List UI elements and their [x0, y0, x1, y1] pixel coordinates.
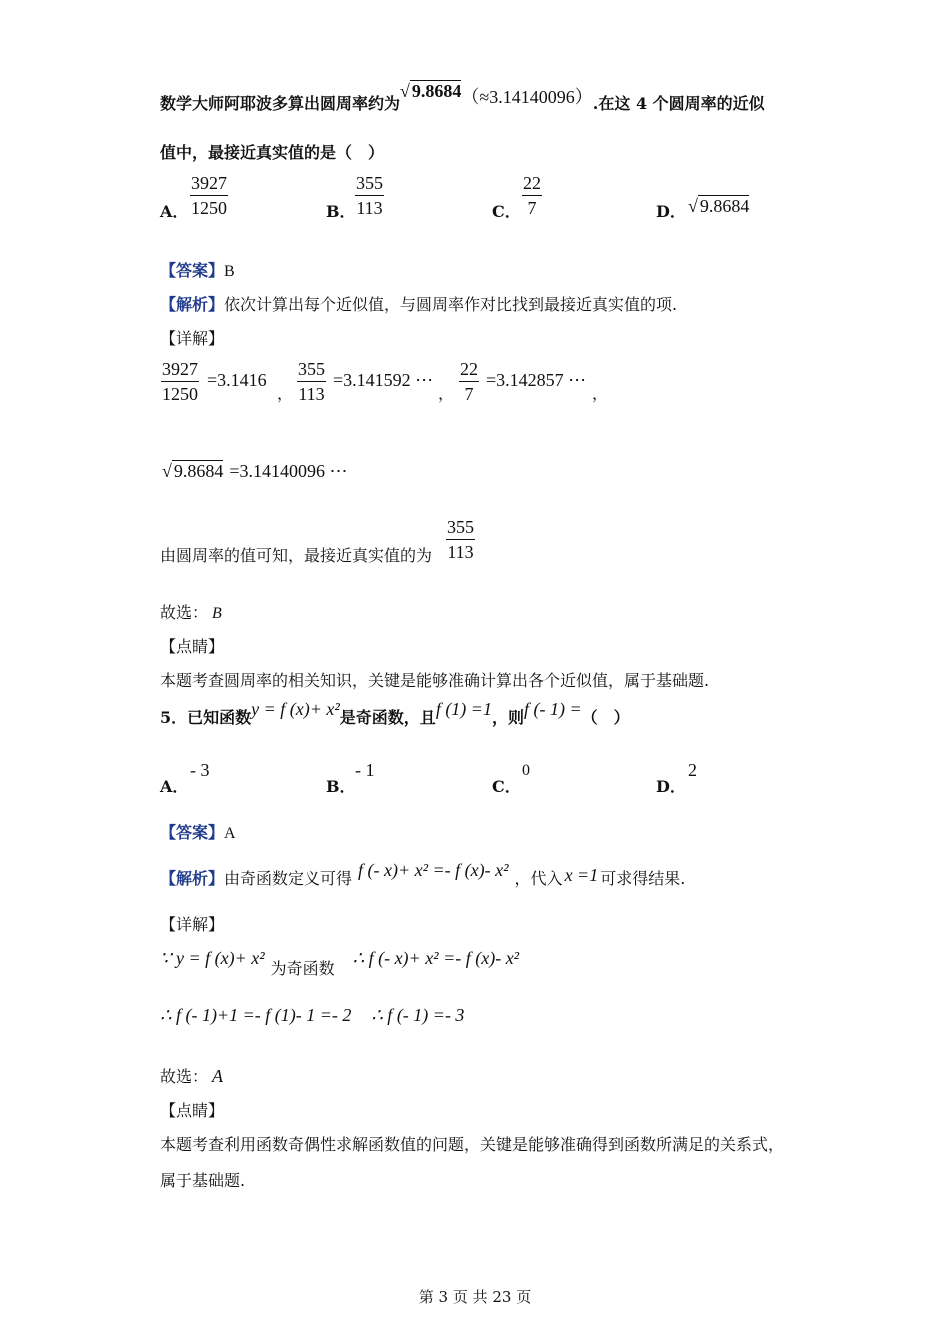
calc-sep-1: ， — [277, 384, 294, 403]
q5-stem-then: ，则 — [491, 708, 524, 727]
step2-a: ∴ f (- 1)+1 =- f (1)- 1 =- 2 — [160, 1005, 352, 1025]
analysis-substitute: x =1 — [564, 865, 599, 885]
analysis-mid: ，代入 — [514, 869, 563, 888]
q4-option-a-fraction: $\frac{3927}{1250}$ — [191, 173, 227, 218]
q4-stem-line1 — [160, 81, 765, 115]
q4-stem-line2: 值中，最接近真实值的是（ ） — [160, 143, 385, 162]
answer-value: A — [224, 825, 236, 842]
q5-analysis — [160, 860, 686, 889]
q4-option-c-fraction: $\frac{22}{7}$ — [523, 173, 541, 218]
q4-stem-sqrt: √ 9.8684 — [400, 81, 462, 101]
q4-choose: 故选： B — [160, 603, 222, 622]
analysis-pre: 由奇函数定义可得 — [224, 869, 353, 888]
q5-option-d-value: 2 — [688, 760, 697, 780]
q5-option-b-label: B． — [326, 777, 356, 796]
calc-value-2: =3.141592 ⋯ — [333, 370, 434, 390]
q4-answer — [160, 258, 235, 281]
analysis-post: 可求得结果. — [600, 869, 686, 888]
q5-stem-func: y = f (x)+ x² — [251, 699, 340, 719]
q4-stem-approx: （≈3.14140096） — [461, 87, 593, 107]
analysis-text: 依次计算出每个近似值，与圆周率作对比找到最接近真实值的项. — [224, 295, 678, 314]
q5-answer — [160, 820, 236, 843]
q5-option-a-label: A． — [160, 777, 189, 796]
q5-step1 — [160, 946, 520, 978]
q5-option-c-label: C． — [492, 777, 521, 796]
answer-value: B — [224, 263, 235, 280]
q5-stem-pre: 5．已知函数 — [160, 708, 252, 727]
q5-option-d-label: D． — [656, 777, 686, 796]
q5-detail-tag: 【详解】 — [160, 915, 225, 934]
step1-therefore: ∴ f (- x)+ x² =- f (x)- x² — [352, 948, 520, 968]
q5-option-a-value: - 3 — [190, 760, 210, 780]
calc-value-3: =3.142857 ⋯ — [486, 370, 587, 390]
q4-stem-pre: 数学大师阿耶波多算出圆周率约为 — [160, 94, 401, 113]
q4-option-c-label: C． — [492, 202, 521, 221]
q5-step2 — [160, 1005, 464, 1026]
page-footer: 第 3 页 共 23 页 — [418, 1288, 532, 1306]
q4-stem-post: .在这 4 个圆周率的近似 — [592, 94, 765, 113]
q4-option-d-sqrt: √ 9.8684 — [688, 196, 750, 216]
q5-option-c-value: 0 — [522, 762, 530, 779]
calc-fraction-1: $\frac{3927}{1250}$ — [162, 359, 198, 404]
sqrt-calc: √ 9.8684 =3.14140096 ⋯ — [162, 461, 348, 481]
answer-tag: 【答案】 — [160, 823, 225, 842]
step1-because: ∵ y = f (x)+ x² — [160, 948, 265, 968]
analysis-tag: 【解析】 — [160, 869, 225, 888]
q4-analysis — [160, 292, 677, 315]
q5-comment-line2: 属于基础题. — [160, 1171, 246, 1190]
answer-tag: 【答案】 — [160, 261, 225, 280]
q4-detail-tag: 【详解】 — [160, 329, 225, 348]
q5-stem-ask: f (- 1) = — [523, 699, 582, 719]
calc-sep-2: ， — [438, 384, 455, 403]
analysis-tag: 【解析】 — [160, 295, 225, 314]
calc-fraction-2: $\frac{355}{113}$ — [298, 359, 325, 404]
step1-text: 为奇函数 — [270, 959, 335, 978]
q4-option-b-fraction: $\frac{355}{113}$ — [356, 173, 383, 218]
q5-stem-paren: （ ） — [581, 708, 630, 727]
q5-stem-mid: 是奇函数，且 — [339, 708, 436, 727]
q4-comment: 本题考查圆周率的相关知识，关键是能够准确计算出各个近似值，属于基础题. — [160, 671, 710, 690]
step2-b: ∴ f (- 1) =- 3 — [371, 1005, 465, 1025]
q5-stem-cond: f (1) =1 — [435, 699, 492, 719]
q4-option-d-label: D． — [656, 202, 686, 221]
q4-option-b-label: B． — [326, 202, 356, 221]
calc-sep-3: ， — [592, 384, 609, 403]
q4-comment-tag: 【点睛】 — [160, 637, 225, 656]
q5-stem — [160, 699, 630, 728]
q5-choose: 故选： A — [160, 1066, 224, 1086]
q4-conclusion-fraction: $\frac{355}{113}$ — [447, 517, 474, 562]
q4-option-a-label: A． — [160, 202, 189, 221]
q5-option-b-value: - 1 — [355, 760, 375, 780]
q5-comment-tag: 【点睛】 — [160, 1101, 225, 1120]
calc-value-1: =3.1416 — [207, 370, 267, 390]
calc-fraction-3: $\frac{22}{7}$ — [460, 359, 478, 404]
analysis-equation: f (- x)+ x² =- f (x)- x² — [358, 860, 509, 880]
q5-comment-line1: 本题考查利用函数奇偶性求解函数值的问题，关键是能够准确得到函数所满足的关系式， — [160, 1135, 785, 1154]
q4-conclusion-text: 由圆周率的值可知，最接近真实值的为 — [160, 546, 433, 565]
